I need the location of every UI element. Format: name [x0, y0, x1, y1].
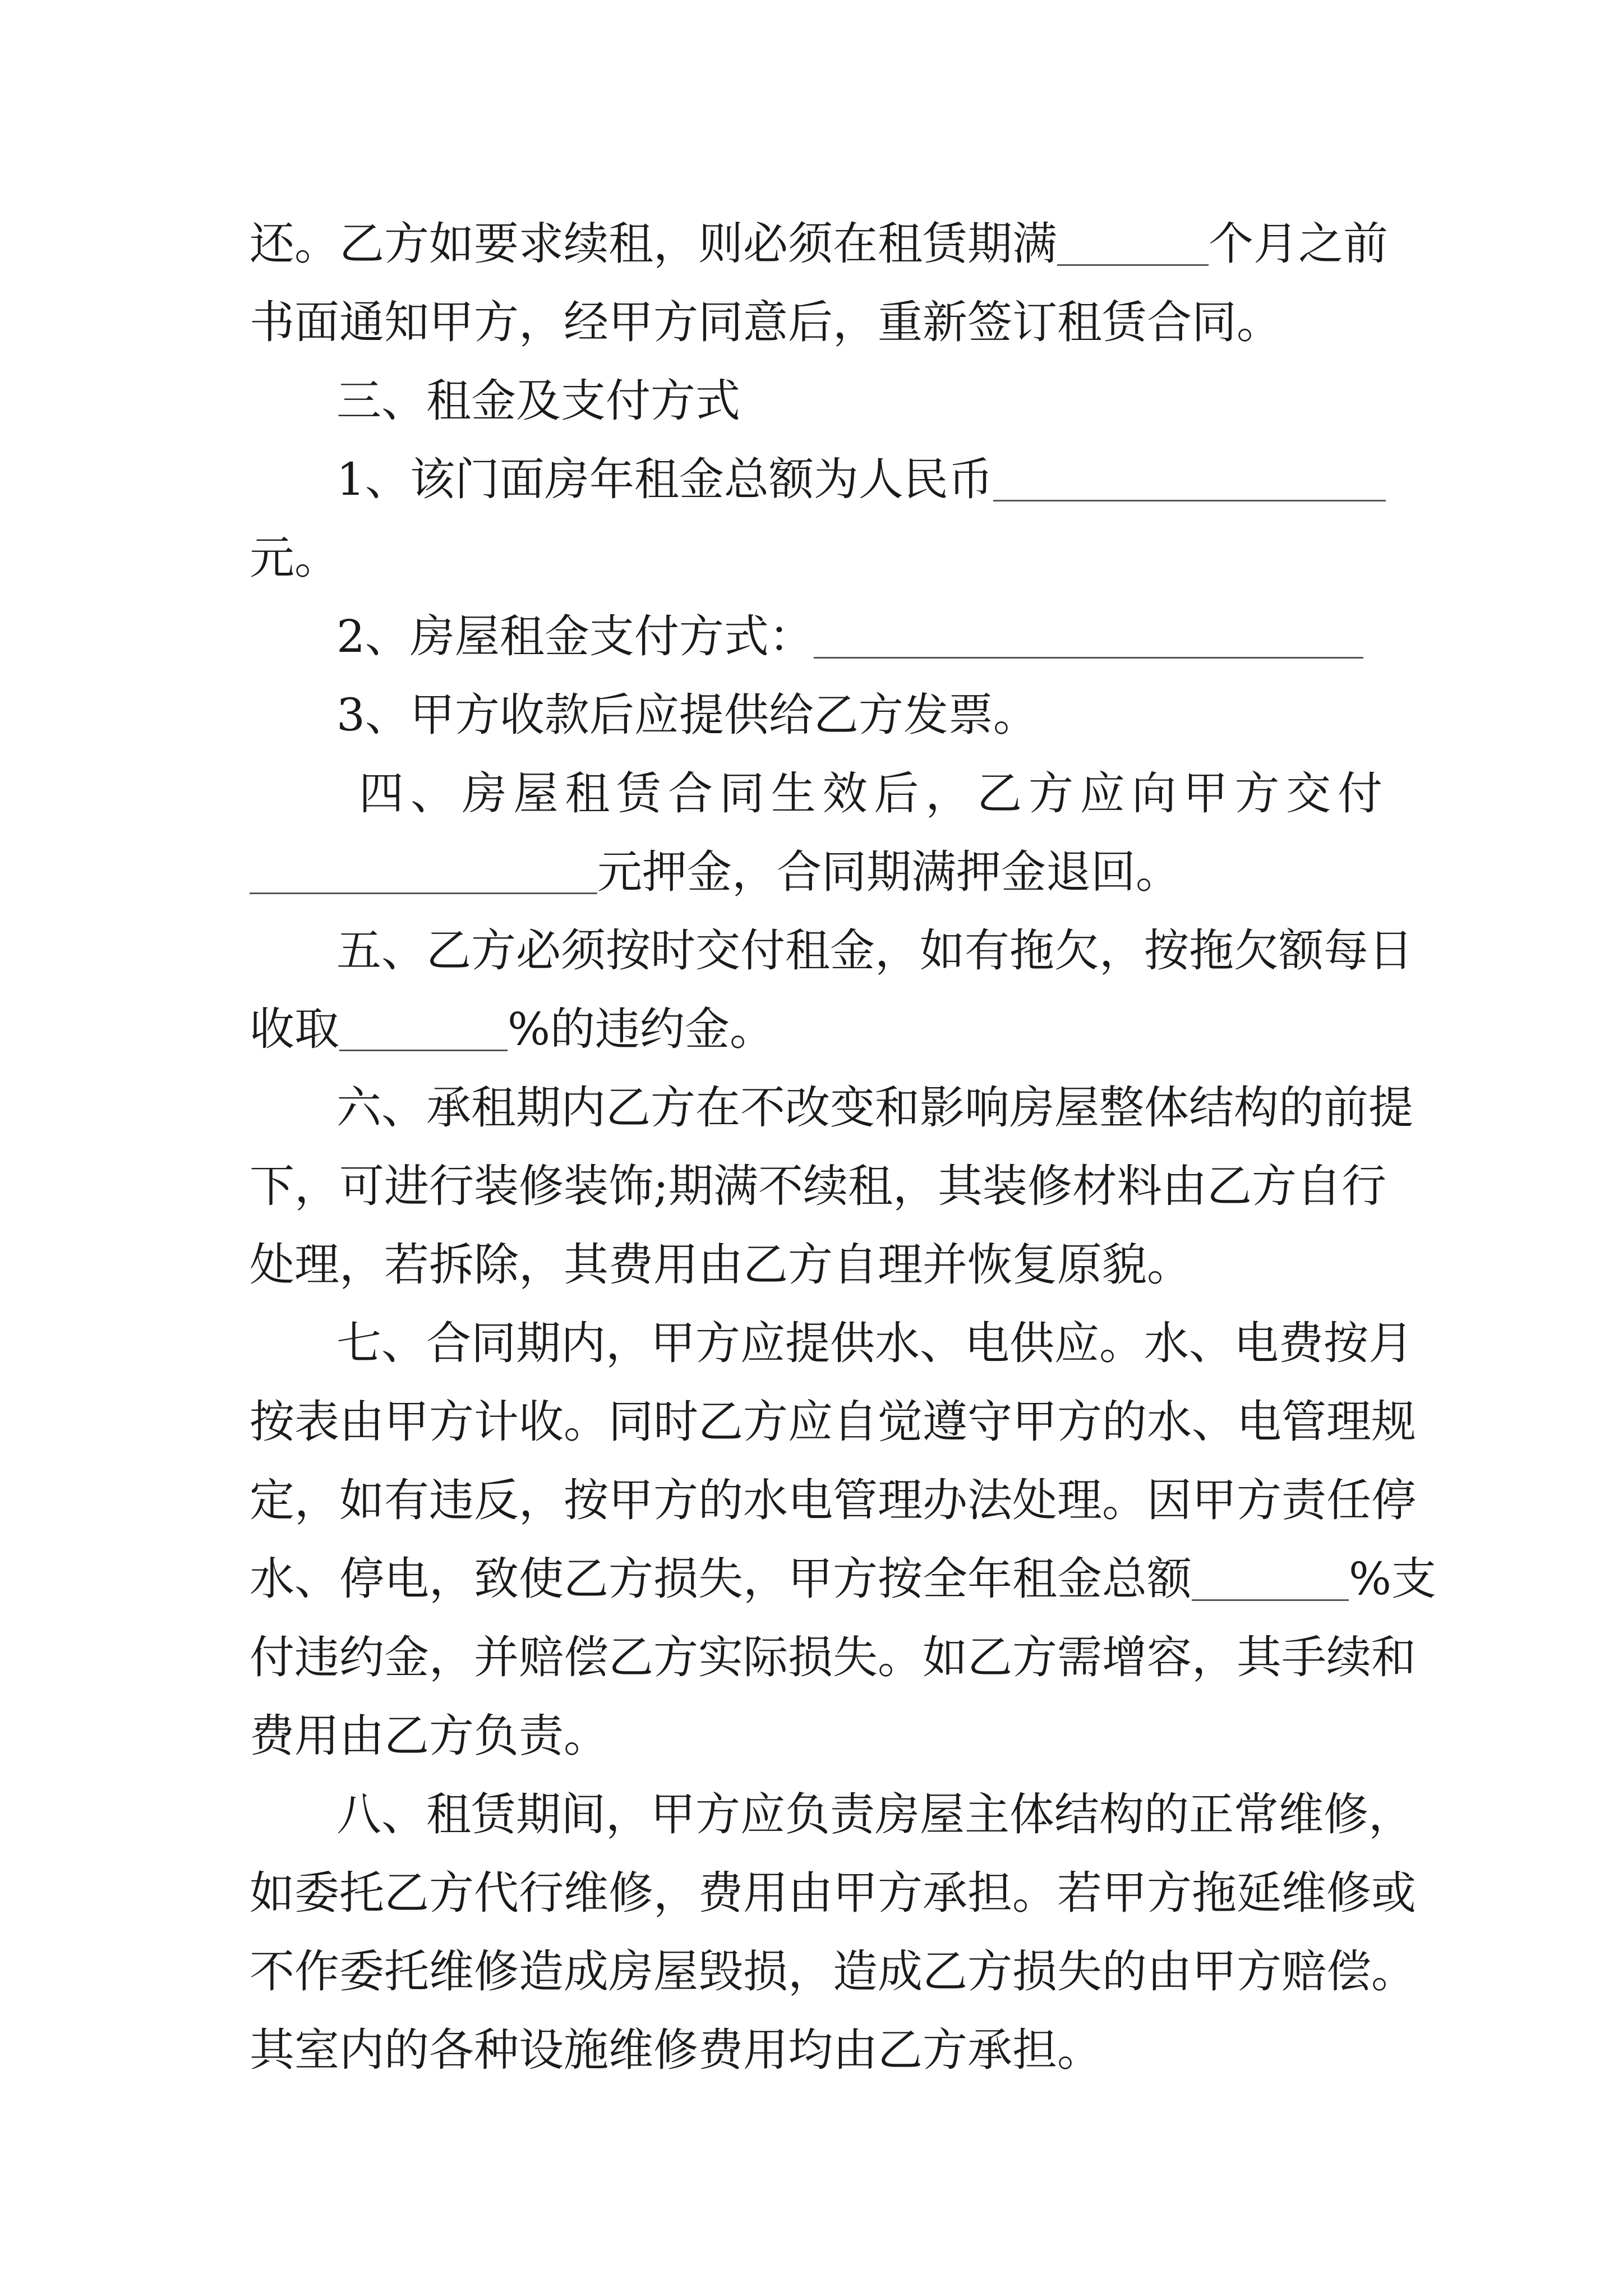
line-text: 付违约金，并赔偿乙方实际损失。如乙方需增容，其手续和 [250, 1631, 1416, 1683]
line-text: 六、承租期内乙方在不改变和影响房屋整体结构的前提 [336, 1082, 1413, 1134]
text-line [250, 1383, 1416, 1461]
fill-in-blank [1057, 219, 1209, 266]
fill-in-blank [814, 612, 1363, 659]
text-line [336, 1304, 1413, 1383]
line-text: 元。 [250, 532, 339, 584]
text-line [250, 519, 1382, 597]
line-text: 3、甲方收款后应提供给乙方发票。 [336, 689, 1038, 741]
text-line [250, 1226, 1382, 1304]
text-line [250, 1618, 1416, 1697]
text-line [250, 1697, 1382, 1775]
text-line [250, 1540, 1437, 1618]
line-text: 不作委托维修造成房屋毁损，造成乙方损失的由甲方赔偿。 [250, 1945, 1416, 1998]
text-line [336, 1775, 1413, 1854]
fill-in-blank [1192, 1554, 1349, 1601]
line-text: 其室内的各种设施维修费用均由乙方承担。 [250, 2024, 1102, 2076]
text-line [250, 1854, 1416, 1932]
line-text: 水、停电，致使乙方损失，甲方按全年租金总额 [250, 1553, 1192, 1605]
line-text: 按表由甲方计收。同时乙方应自觉遵守甲方的水、电管理规 [250, 1396, 1416, 1448]
line-text: 下，可进行装修装饰;期满不续租，其装修材料由乙方自行 [250, 1160, 1386, 1212]
fill-in-blank [250, 848, 597, 894]
text-line [250, 1461, 1416, 1540]
line-text: 费用由乙方负责。 [250, 1710, 608, 1762]
text-line [250, 833, 1382, 912]
text-line [336, 597, 1469, 676]
line-text: 如委托乙方代行维修，费用由甲方承担。若甲方拖延维修或 [250, 1867, 1416, 1919]
line-text: 三、租金及支付方式 [336, 375, 740, 427]
line-text: 定，如有违反，按甲方的水电管理办法处理。因甲方责任停 [250, 1474, 1416, 1526]
text-line [250, 2011, 1382, 2090]
section-heading [336, 362, 1469, 440]
text-line [250, 283, 1382, 362]
line-text: 五、乙方必须按时交付租金，如有拖欠，按拖欠额每日 [336, 924, 1413, 977]
line-text: 处理，若拆除，其费用由乙方自理并恢复原貌。 [250, 1239, 1192, 1291]
text-line [250, 1147, 1386, 1226]
line-text: 元押金，合同期满押金退回。 [597, 846, 1181, 898]
line-text: 四、房屋租赁合同生效后，乙方应向甲方交付 [359, 767, 1382, 820]
fill-in-blank [993, 455, 1386, 501]
line-text: 个月之前 [1209, 218, 1388, 270]
text-line [336, 1069, 1413, 1147]
line-text: %的违约金。 [508, 1003, 775, 1055]
line-text: 1、该门面房年租金总额为人民币 [336, 453, 993, 505]
line-text: 七、合同期内，甲方应提供水、电供应。水、电费按月 [336, 1317, 1413, 1369]
line-text: 书面通知甲方，经甲方同意后，重新签订租赁合同。 [250, 296, 1281, 348]
text-line [250, 205, 1388, 283]
line-text: 收取 [250, 1003, 339, 1055]
line-text: 还。乙方如要求续租，则必须在租赁期满 [250, 218, 1057, 270]
text-line [250, 1932, 1416, 2011]
line-text: %支 [1349, 1553, 1437, 1605]
fill-in-blank [339, 1005, 508, 1051]
text-line [336, 676, 1469, 754]
text-line [250, 990, 1382, 1069]
line-text: 2、房屋租金支付方式： [336, 610, 814, 662]
text-line [336, 440, 1469, 519]
text-line [336, 912, 1413, 990]
line-text: 八、租赁期间，甲方应负责房屋主体结构的正常维修， [336, 1788, 1413, 1841]
text-line [359, 754, 1382, 833]
